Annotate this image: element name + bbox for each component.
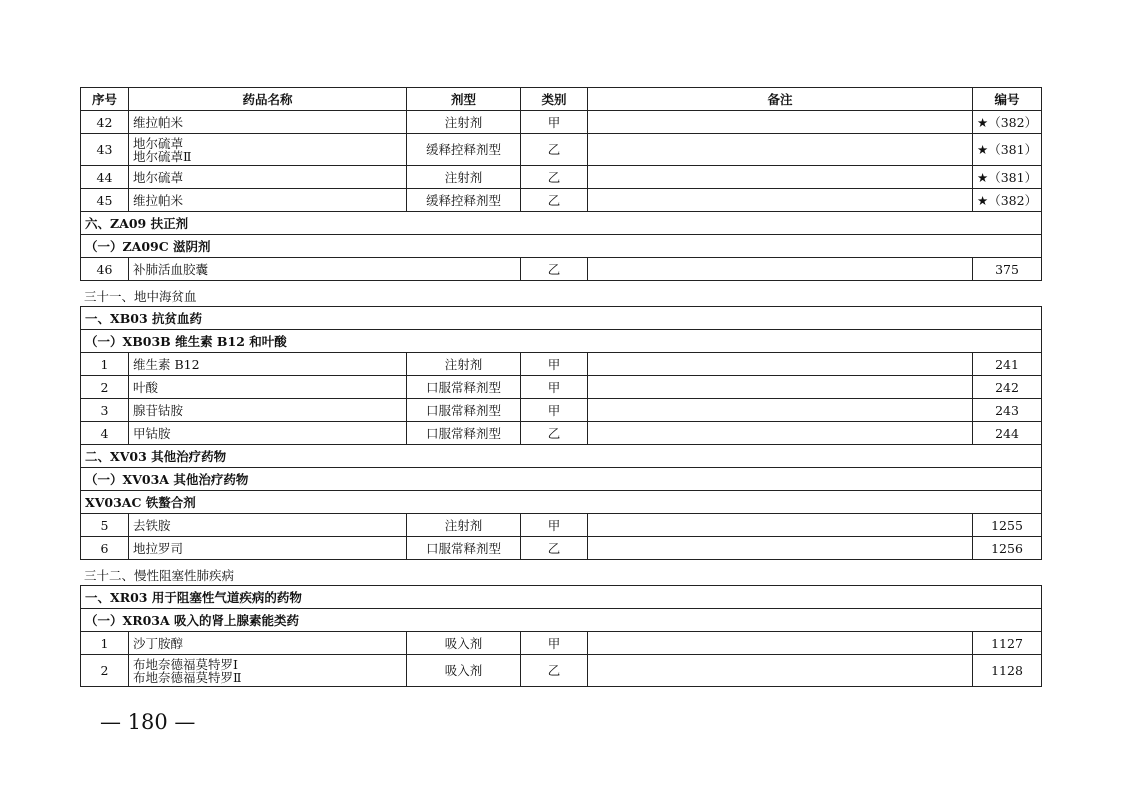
chapter-heading: 三十一、地中海贫血	[84, 289, 197, 304]
cell-note	[588, 134, 973, 166]
cell-note	[588, 258, 973, 281]
section-row	[81, 586, 1042, 609]
table-row	[81, 134, 1042, 166]
cell-code: 1128	[973, 655, 1042, 687]
drug-table-3	[80, 585, 1042, 687]
table-row	[81, 514, 1042, 537]
cell-seq: 1	[81, 353, 129, 376]
drug-table-2	[80, 306, 1042, 560]
name-line-2: 布地奈德福莫特罗Ⅱ	[133, 669, 242, 685]
cell-code: 243	[973, 399, 1042, 422]
table-row	[81, 189, 1042, 212]
name-line-1: 布地奈德福莫特罗Ⅰ	[133, 656, 238, 672]
cell-code: ★（381）	[973, 134, 1042, 166]
cell-seq: 46	[81, 258, 129, 281]
cell-seq: 3	[81, 399, 129, 422]
cell-name: 去铁胺	[129, 514, 407, 537]
table-row	[81, 632, 1042, 655]
cell-form: 注射剂	[407, 166, 521, 189]
cell-category: 甲	[521, 632, 588, 655]
section-row	[81, 468, 1042, 491]
cell-form: 注射剂	[407, 514, 521, 537]
cell-note	[588, 189, 973, 212]
cell-category: 乙	[521, 655, 588, 687]
cell-name: 补肺活血胶囊	[129, 258, 521, 281]
cell-note	[588, 399, 973, 422]
cell-name: 地尔硫䓬	[129, 166, 407, 189]
cell-code: 1256	[973, 537, 1042, 560]
cell-code: 1127	[973, 632, 1042, 655]
page-number: — 180 —	[100, 710, 196, 734]
header-seq: 序号	[81, 88, 129, 111]
cell-code: ★（382）	[973, 189, 1042, 212]
cell-code: 244	[973, 422, 1042, 445]
cell-name: 地拉罗司	[129, 537, 407, 560]
section-title: 二、XV03 其他治疗药物	[81, 445, 1042, 468]
subsection-title: （一）XV03A 其他治疗药物	[81, 468, 1042, 491]
cell-note	[588, 514, 973, 537]
cell-category: 乙	[521, 422, 588, 445]
cell-note	[588, 353, 973, 376]
section-row	[81, 609, 1042, 632]
cell-note	[588, 111, 973, 134]
table-row	[81, 399, 1042, 422]
cell-seq: 2	[81, 376, 129, 399]
subsection-title: XV03AC 铁螯合剂	[81, 491, 1042, 514]
cell-form: 口服常释剂型	[407, 422, 521, 445]
cell-form: 注射剂	[407, 111, 521, 134]
section-row	[81, 235, 1042, 258]
cell-note	[588, 422, 973, 445]
cell-name: 维拉帕米	[129, 189, 407, 212]
cell-name: 沙丁胺醇	[129, 632, 407, 655]
section-title: 六、ZA09 扶正剂	[81, 212, 1042, 235]
cell-code: 241	[973, 353, 1042, 376]
cell-code: 1255	[973, 514, 1042, 537]
cell-name: 叶酸	[129, 376, 407, 399]
drug-table-1	[80, 87, 1042, 281]
cell-form: 缓释控释剂型	[407, 134, 521, 166]
header-code: 编号	[973, 88, 1042, 111]
cell-form: 缓释控释剂型	[407, 189, 521, 212]
cell-seq: 6	[81, 537, 129, 560]
cell-name: 维拉帕米	[129, 111, 407, 134]
section-row	[81, 330, 1042, 353]
header-category: 类别	[521, 88, 588, 111]
cell-note	[588, 376, 973, 399]
cell-form: 注射剂	[407, 353, 521, 376]
name-line-1: 地尔硫䓬	[133, 135, 184, 151]
cell-name: 甲钴胺	[129, 422, 407, 445]
cell-seq: 43	[81, 134, 129, 166]
cell-code: ★（382）	[973, 111, 1042, 134]
cell-category: 甲	[521, 399, 588, 422]
name-line-2: 地尔硫䓬Ⅱ	[133, 148, 192, 164]
table-row	[81, 111, 1042, 134]
cell-category: 乙	[521, 189, 588, 212]
section-row	[81, 491, 1042, 514]
table-row	[81, 422, 1042, 445]
cell-category: 乙	[521, 537, 588, 560]
cell-form: 口服常释剂型	[407, 399, 521, 422]
cell-category: 甲	[521, 376, 588, 399]
cell-form: 口服常释剂型	[407, 376, 521, 399]
cell-note	[588, 655, 973, 687]
header-note: 备注	[588, 88, 973, 111]
cell-seq: 42	[81, 111, 129, 134]
cell-seq: 5	[81, 514, 129, 537]
cell-category: 乙	[521, 258, 588, 281]
section-row	[81, 445, 1042, 468]
section-row	[81, 307, 1042, 330]
cell-note	[588, 537, 973, 560]
table-header-row	[81, 88, 1042, 111]
cell-code: 375	[973, 258, 1042, 281]
cell-note	[588, 166, 973, 189]
cell-category: 甲	[521, 111, 588, 134]
cell-name	[129, 655, 407, 687]
cell-code: 242	[973, 376, 1042, 399]
subsection-title: （一）XR03A 吸入的肾上腺素能类药	[81, 609, 1042, 632]
table-row	[81, 537, 1042, 560]
cell-form: 吸入剂	[407, 655, 521, 687]
chapter-heading: 三十二、慢性阻塞性肺疾病	[84, 568, 235, 583]
subsection-title: （一）XB03B 维生素 B12 和叶酸	[81, 330, 1042, 353]
cell-form: 吸入剂	[407, 632, 521, 655]
table-row	[81, 258, 1042, 281]
header-name: 药品名称	[129, 88, 407, 111]
table-row	[81, 655, 1042, 687]
table-row	[81, 166, 1042, 189]
section-title: 一、XR03 用于阻塞性气道疾病的药物	[81, 586, 1042, 609]
section-title: 一、XB03 抗贫血药	[81, 307, 1042, 330]
cell-category: 乙	[521, 134, 588, 166]
cell-name: 腺苷钴胺	[129, 399, 407, 422]
section-row	[81, 212, 1042, 235]
subsection-title: （一）ZA09C 滋阴剂	[81, 235, 1042, 258]
cell-seq: 1	[81, 632, 129, 655]
table-row	[81, 376, 1042, 399]
cell-seq: 45	[81, 189, 129, 212]
cell-code: ★（381）	[973, 166, 1042, 189]
cell-seq: 2	[81, 655, 129, 687]
cell-form: 口服常释剂型	[407, 537, 521, 560]
cell-category: 乙	[521, 166, 588, 189]
table-row	[81, 353, 1042, 376]
cell-category: 甲	[521, 353, 588, 376]
cell-note	[588, 632, 973, 655]
cell-seq: 44	[81, 166, 129, 189]
cell-seq: 4	[81, 422, 129, 445]
cell-name	[129, 134, 407, 166]
cell-category: 甲	[521, 514, 588, 537]
cell-name: 维生素 B12	[129, 353, 407, 376]
header-form: 剂型	[407, 88, 521, 111]
